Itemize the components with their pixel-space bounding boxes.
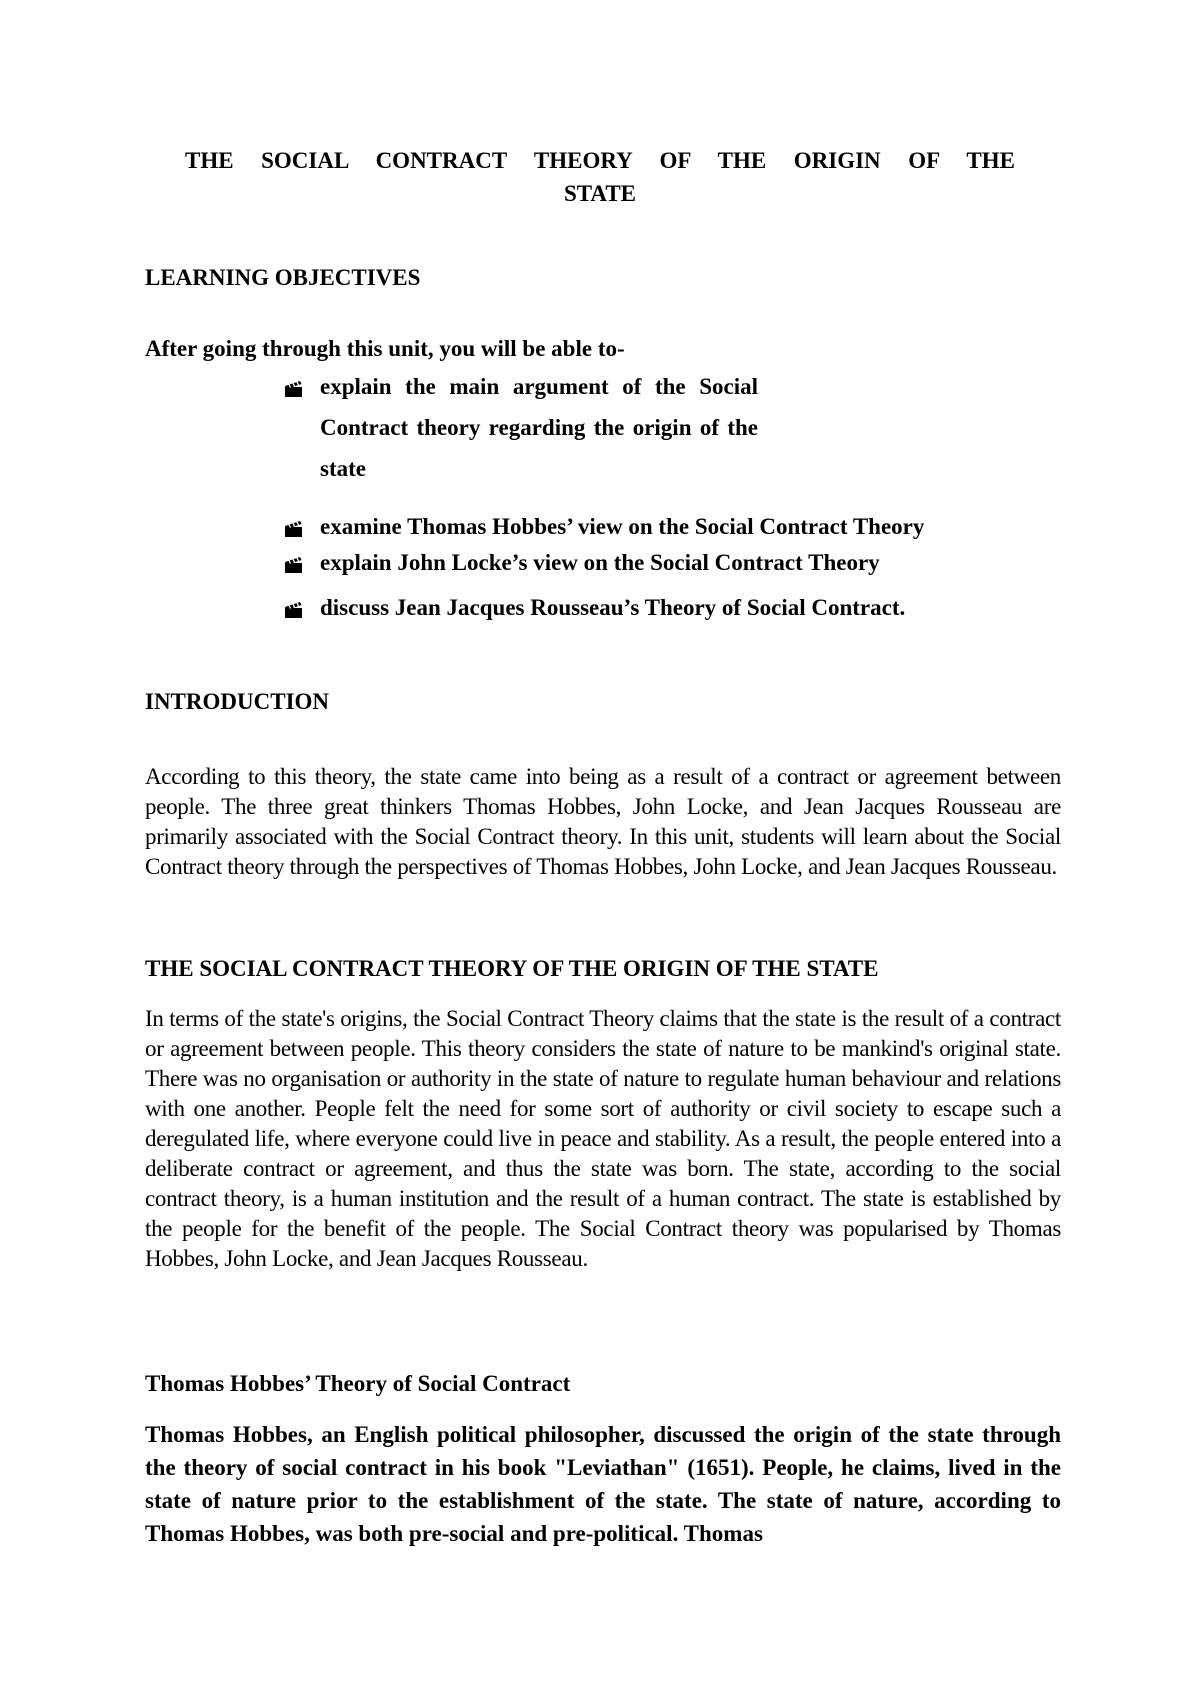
objective-text: discuss Jean Jacques Rousseau’s Theory of Social Contract. xyxy=(320,595,906,620)
clapperboard-icon xyxy=(282,520,320,542)
clapperboard-icon xyxy=(282,380,320,402)
objective-item xyxy=(282,514,924,542)
clapperboard-icon xyxy=(282,556,320,578)
objectives-lead: After going through this unit, you will be able to- xyxy=(145,336,625,361)
objective-item xyxy=(282,374,758,489)
objective-item xyxy=(282,550,880,578)
objective-text: explain the main argument of the Social Contract theory regarding the origin of the state xyxy=(320,374,758,481)
introduction-heading: INTRODUCTION xyxy=(145,689,330,714)
social-contract-heading: THE SOCIAL CONTRACT THEORY OF THE ORIGIN OF THE STATE xyxy=(145,956,879,981)
objective-text: explain John Locke’s view on the Social Contract Theory xyxy=(320,550,880,575)
hobbes-heading: Thomas Hobbes’ Theory of Social Contract xyxy=(145,1371,571,1396)
document-title-line2: STATE xyxy=(563,181,636,206)
introduction-paragraph: According to this theory, the state came into being as a result of a contract or agreement between people. The three great thinkers Thomas Hobbes, John Locke, and Jean Jacques Rousseau are primarily associated with the Social Contract theory. In this unit, students will learn about the Social Contract theory through the perspectives of Thomas Hobbes, John Locke, and Jean Jacques Rousseau. xyxy=(145,764,1061,879)
social-contract-paragraph: In terms of the state's origins, the Social Contract Theory claims that the state is the result of a contract or agreement between people. This theory considers the state of nature to be mankind's original state. There was no organisation or authority in the state of nature to regulate human behaviour and relations with one another. People felt the need for some sort of authority or civil society to escape such a deregulated life, where everyone could live in peace and stability. As a result, the people entered into a deliberate contract or agreement, and thus the state was born. The state, according to the social contract theory, is a human institution and the result of a human contract. The state is established by the people for the benefit of the people. The Social Contract theory was popularised by Thomas Hobbes, John Locke, and Jean Jacques Rousseau. xyxy=(145,1006,1061,1271)
objective-item xyxy=(282,595,905,623)
document-title-line1: THE SOCIAL CONTRACT THEORY OF THE ORIGIN OF THE xyxy=(185,148,1015,173)
clapperboard-icon xyxy=(282,601,320,623)
document-title xyxy=(185,144,1015,210)
hobbes-paragraph: Thomas Hobbes, an English political philosopher, discussed the origin of the state through the theory of social contract in his book "Leviathan" (1651). People, he claims, lived in the state of nature prior to the establishment of the state. The state of nature, according to Thomas Hobbes, was both pre-social and pre-political. Thomas xyxy=(145,1422,1061,1546)
objective-text: examine Thomas Hobbes’ view on the Social Contract Theory xyxy=(320,514,925,539)
learning-objectives-heading: LEARNING OBJECTIVES xyxy=(145,265,421,290)
